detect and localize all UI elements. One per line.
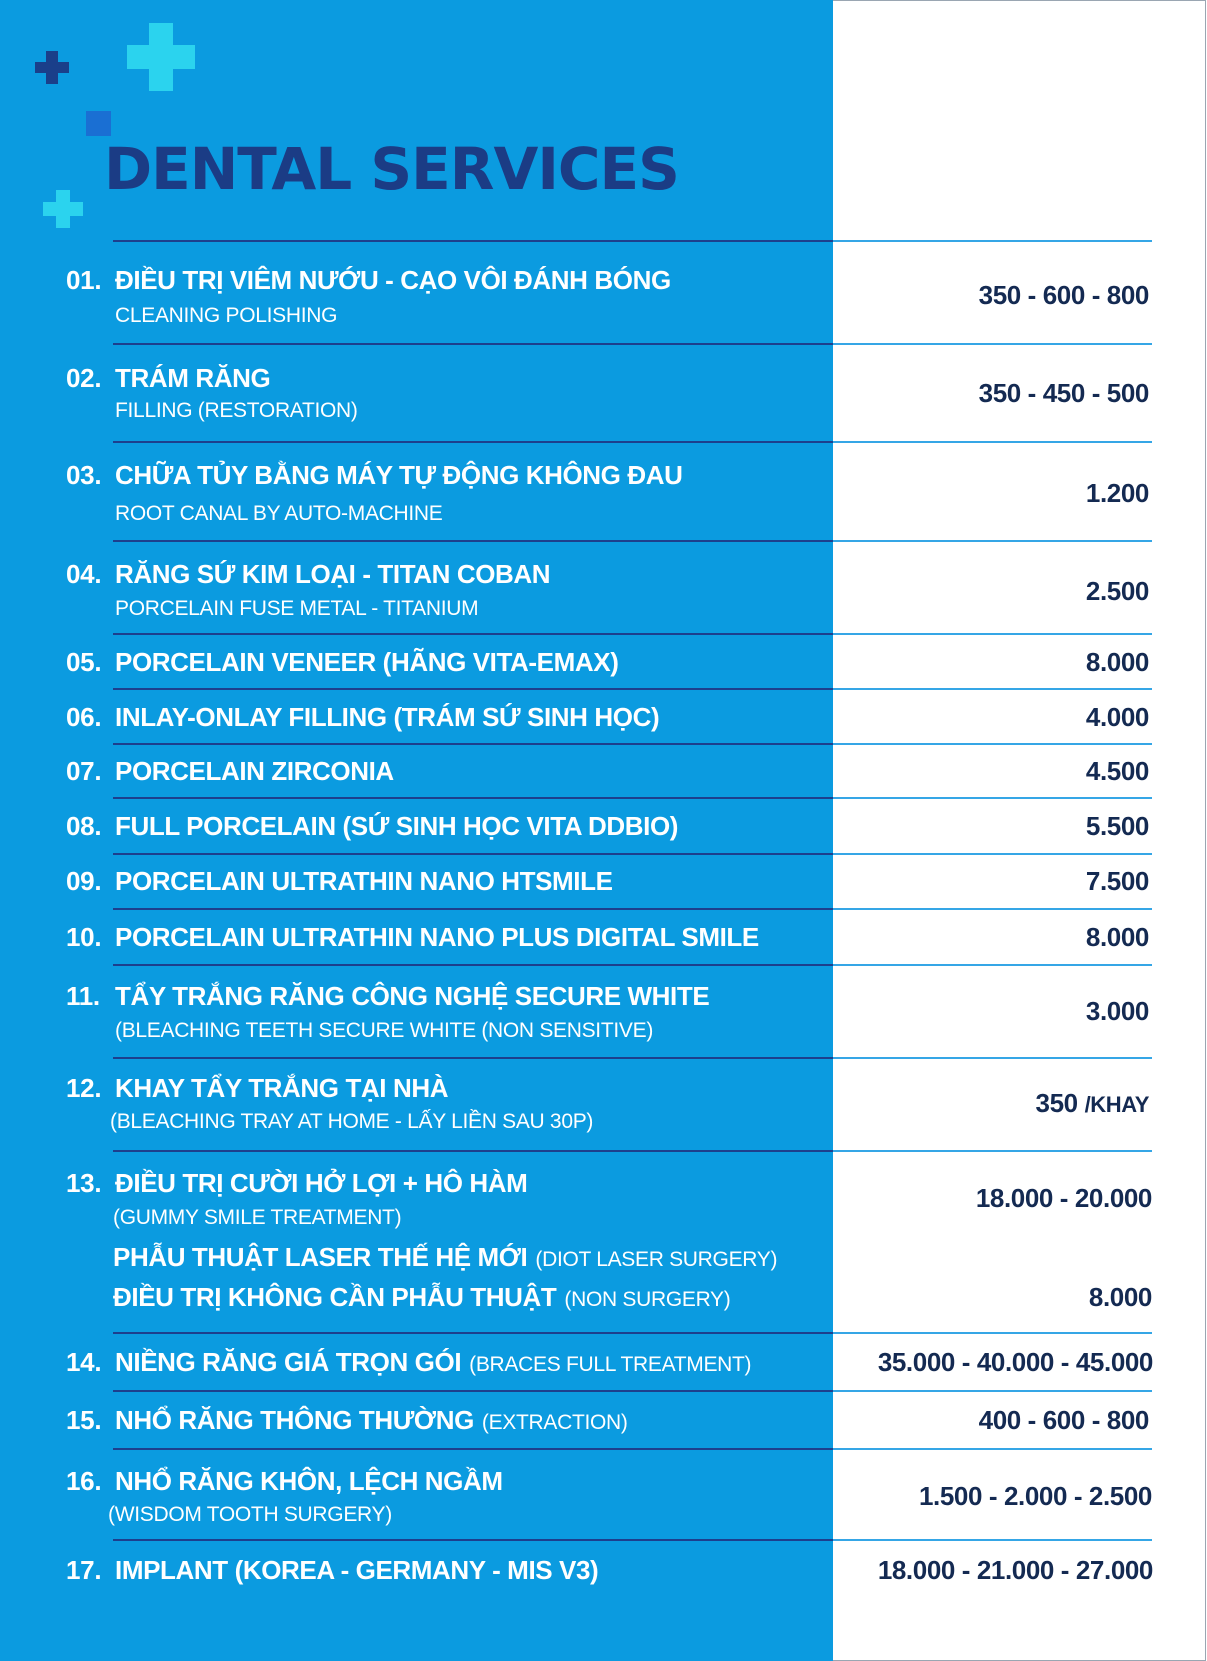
service-price: 1.200 xyxy=(1085,478,1149,508)
service-option-name xyxy=(113,1282,730,1313)
service-number: 17. xyxy=(66,1555,102,1585)
service-price: 1.500 - 2.000 - 2.500 xyxy=(918,1481,1152,1511)
service-name: ĐIỀU TRỊ CƯỜI HỞ LỢI + HÔ HÀM xyxy=(115,1168,528,1198)
option-label: PHẪU THUẬT LASER THẾ HỆ MỚI xyxy=(113,1242,528,1272)
service-price: 8.000 xyxy=(1085,647,1149,677)
service-subtitle: (BLEACHING TRAY AT HOME - LẤY LIỀN SAU 30P) xyxy=(110,1110,594,1133)
row-divider xyxy=(113,240,1152,242)
row-divider xyxy=(113,688,1152,690)
service-name: FULL PORCELAIN (SỨ SINH HỌC VITA DDBIO) xyxy=(115,811,679,841)
service-price: 400 - 600 - 800 xyxy=(978,1405,1149,1435)
service-name: TẨY TRẮNG RĂNG CÔNG NGHỆ SECURE WHITE xyxy=(115,981,710,1011)
service-number: 11. xyxy=(66,981,100,1011)
page-title: DENTAL SERVICES xyxy=(104,135,679,203)
service-price: 8.000 xyxy=(1085,922,1149,952)
option-label: ĐIỀU TRỊ KHÔNG CẦN PHẪU THUẬT xyxy=(113,1282,557,1312)
plus-icon xyxy=(127,23,195,91)
service-subtitle: (BLEACHING TEETH SECURE WHITE (NON SENSITIVE) xyxy=(115,1019,654,1042)
service-subtitle: (WISDOM TOOTH SURGERY) xyxy=(108,1503,392,1526)
row-divider xyxy=(113,908,1152,910)
service-price: 3.000 xyxy=(1085,996,1149,1026)
row-divider xyxy=(113,1150,1152,1152)
service-number: 01. xyxy=(66,265,102,295)
option-subtitle: (DIOT LASER SURGERY) xyxy=(535,1248,778,1271)
service-name: PORCELAIN ULTRATHIN NANO PLUS DIGITAL SMILE xyxy=(115,922,759,952)
service-name: CHỮA TỦY BẰNG MÁY TỰ ĐỘNG KHÔNG ĐAU xyxy=(115,460,683,490)
decorative-crosses xyxy=(0,0,220,240)
service-number: 02. xyxy=(66,363,102,393)
service-price: 7.500 xyxy=(1085,866,1149,896)
service-number: 04. xyxy=(66,559,102,589)
plus-icon xyxy=(35,51,69,84)
service-name xyxy=(115,1405,628,1436)
plus-icon xyxy=(43,190,83,228)
service-number: 13. xyxy=(66,1168,102,1198)
service-name xyxy=(115,1347,751,1378)
service-price: 4.500 xyxy=(1085,756,1149,786)
row-divider xyxy=(113,540,1152,542)
service-subtitle: CLEANING POLISHING xyxy=(115,304,338,327)
service-name: PORCELAIN ZIRCONIA xyxy=(115,756,394,786)
service-option-price: 8.000 xyxy=(1088,1282,1152,1312)
service-subtitle: ROOT CANAL BY AUTO-MACHINE xyxy=(115,502,443,525)
service-name: INLAY-ONLAY FILLING (TRÁM SỨ SINH HỌC) xyxy=(115,702,660,732)
service-name: PORCELAIN VENEER (HÃNG VITA-EMAX) xyxy=(115,647,619,677)
service-name: RĂNG SỨ KIM LOẠI - TITAN COBAN xyxy=(115,559,551,589)
service-number: 08. xyxy=(66,811,102,841)
service-number: 14. xyxy=(66,1347,102,1377)
service-price: 350 - 600 - 800 xyxy=(978,280,1149,310)
service-number: 06. xyxy=(66,702,102,732)
row-divider xyxy=(113,1332,1152,1334)
service-price: 5.500 xyxy=(1085,811,1149,841)
row-divider xyxy=(113,1390,1152,1392)
service-name: NHỔ RĂNG KHÔN, LỆCH NGẦM xyxy=(115,1466,503,1496)
service-number: 05. xyxy=(66,647,102,677)
service-name: PORCELAIN ULTRATHIN NANO HTSMILE xyxy=(115,866,613,896)
service-name-text: NIỀNG RĂNG GIÁ TRỌN GÓI xyxy=(115,1347,462,1377)
service-subtitle: FILLING (RESTORATION) xyxy=(115,399,358,422)
row-divider xyxy=(113,1448,1152,1450)
service-number: 16. xyxy=(66,1466,102,1496)
row-divider xyxy=(113,633,1152,635)
service-price: 350 - 450 - 500 xyxy=(978,378,1149,408)
service-subtitle: PORCELAIN FUSE METAL - TITANIUM xyxy=(115,597,479,620)
price-value: 350 xyxy=(1035,1088,1078,1118)
service-price xyxy=(1036,1088,1149,1119)
row-divider xyxy=(113,853,1152,855)
service-name: TRÁM RĂNG xyxy=(115,363,271,393)
service-number: 03. xyxy=(66,460,102,490)
service-number: 07. xyxy=(66,756,102,786)
row-divider xyxy=(113,797,1152,799)
row-divider xyxy=(113,1539,1152,1541)
service-subtitle: (BRACES FULL TREATMENT) xyxy=(469,1353,752,1376)
service-price: 2.500 xyxy=(1085,576,1149,606)
service-subtitle: (GUMMY SMILE TREATMENT) xyxy=(113,1206,402,1229)
service-number: 12. xyxy=(66,1073,102,1103)
service-name: IMPLANT (KOREA - GERMANY - MIS V3) xyxy=(115,1555,599,1585)
service-number: 10. xyxy=(66,922,102,952)
row-divider xyxy=(113,1057,1152,1059)
square-icon xyxy=(86,111,111,136)
service-name-text: NHỔ RĂNG THÔNG THƯỜNG xyxy=(115,1405,474,1435)
price-unit: /KHAY xyxy=(1084,1092,1149,1117)
row-divider xyxy=(113,441,1152,443)
option-subtitle: (NON SURGERY) xyxy=(564,1288,731,1311)
service-price: 18.000 - 20.000 xyxy=(975,1183,1152,1213)
service-option-name xyxy=(113,1242,777,1273)
service-number: 09. xyxy=(66,866,102,896)
service-price: 4.000 xyxy=(1085,702,1149,732)
service-subtitle: (EXTRACTION) xyxy=(481,1411,628,1434)
row-divider xyxy=(113,743,1152,745)
service-number: 15. xyxy=(66,1405,102,1435)
row-divider xyxy=(113,343,1152,345)
service-price: 18.000 - 21.000 - 27.000 xyxy=(877,1555,1153,1585)
service-name: ĐIỀU TRỊ VIÊM NƯỚU - CẠO VÔI ĐÁNH BÓNG xyxy=(115,265,671,295)
service-name: KHAY TẨY TRẮNG TẠI NHÀ xyxy=(115,1073,449,1103)
service-price: 35.000 - 40.000 - 45.000 xyxy=(877,1347,1153,1377)
row-divider xyxy=(113,964,1152,966)
